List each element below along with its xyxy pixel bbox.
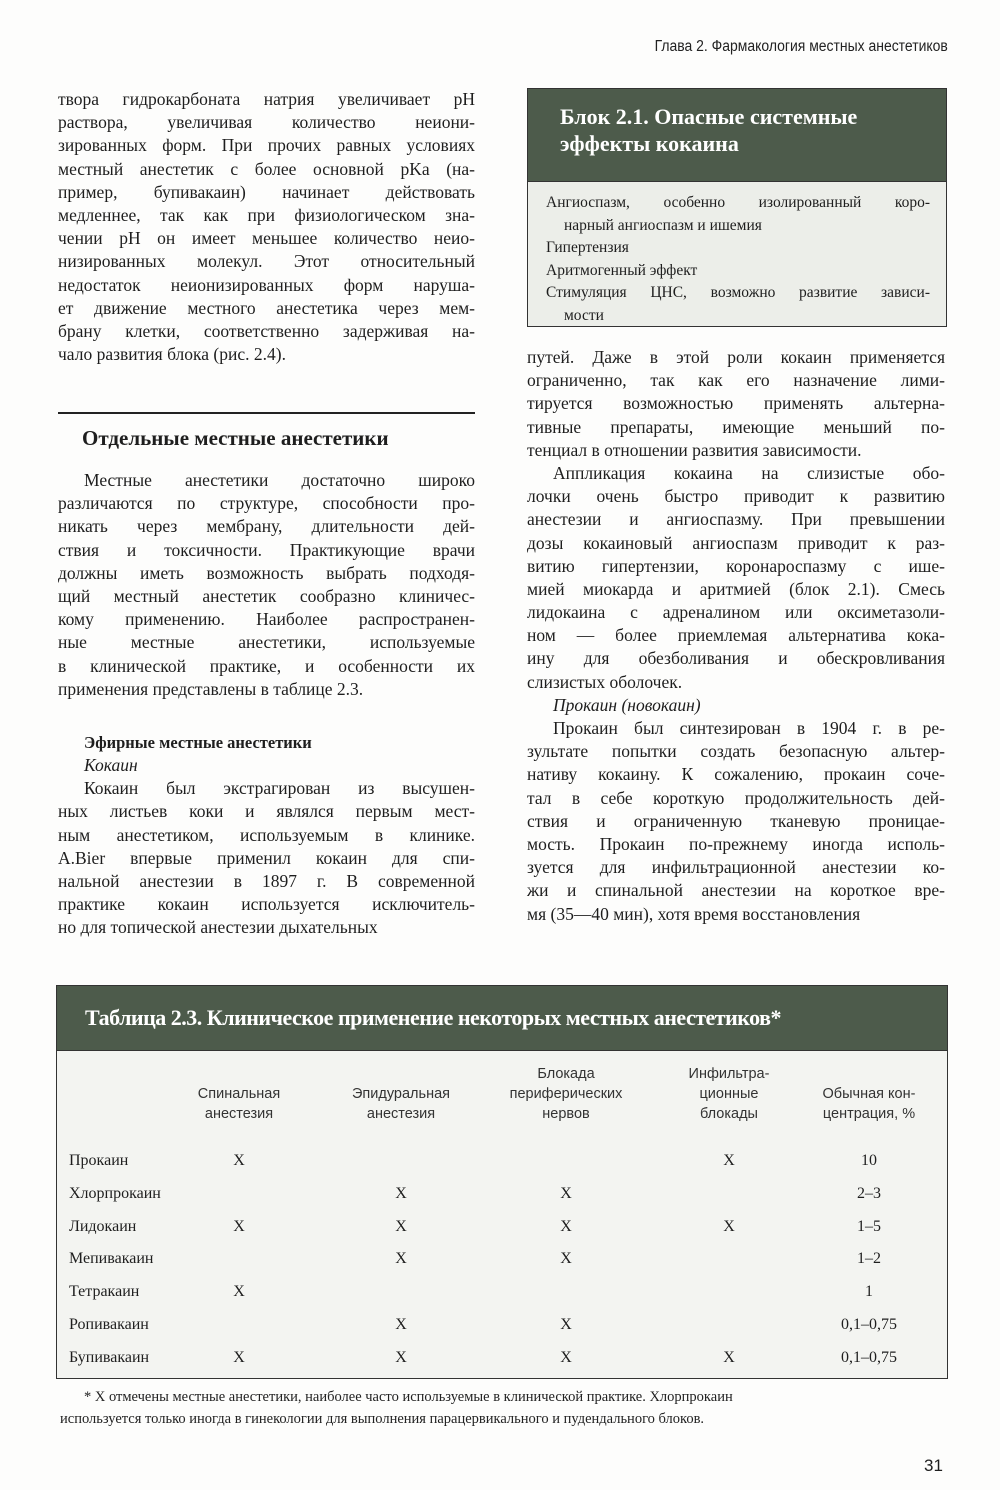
paragraph-line: тенциал в отношении развития зависимости. bbox=[527, 439, 862, 460]
footnote-line: используется только иногда в гинекологии для выполнения парацервикального и пудендального блоков. bbox=[60, 1411, 705, 1427]
paragraph-line: Аппликация кокаина на слизистые обо- bbox=[553, 462, 945, 483]
paragraph-line: Прокаин был синтезирован в 1904 г. в ре- bbox=[553, 718, 945, 738]
drug-name: Ропивакаин bbox=[69, 1316, 149, 1333]
column-header bbox=[321, 1084, 481, 1124]
box-item-line: нарный ангиоспазм и ишемия bbox=[564, 216, 762, 234]
paragraph-line: слизистых оболочек. bbox=[527, 671, 683, 692]
table-title: Таблица 2.3. Клиническое применение некоторых местных анестетиков* bbox=[57, 986, 947, 1051]
column-header bbox=[486, 1064, 646, 1124]
column-header-line: Обычная кон- bbox=[822, 1086, 916, 1102]
drug-name: Бупивакаин bbox=[69, 1348, 150, 1366]
table-row bbox=[57, 1218, 947, 1248]
drug-name: Прокаин bbox=[69, 1152, 129, 1169]
concentration-cell: 1–5 bbox=[857, 1217, 881, 1235]
spacer bbox=[58, 701, 475, 731]
table-row bbox=[57, 1283, 947, 1313]
paragraph-line: мость. Прокаин по-прежнему иногда исполь- bbox=[527, 833, 945, 854]
paragraph-line: лочки очень быстро приводит к развитию bbox=[527, 486, 945, 507]
paragraph-line: зультате попытки создать безопасную альтер- bbox=[527, 741, 945, 762]
paragraph-line: различаются по структуре, способности про- bbox=[58, 493, 475, 514]
drug-name: Мепивакаин bbox=[69, 1250, 154, 1268]
usage-mark: X bbox=[395, 1250, 407, 1268]
paragraph-line: зуется для инфильтрационной анестезии ко- bbox=[527, 857, 945, 878]
box-2-1 bbox=[527, 88, 947, 327]
column-header-line: анестезия bbox=[204, 1106, 274, 1122]
paragraph-line: ных листьев коки и являлся первым мест- bbox=[58, 801, 475, 822]
right-column bbox=[527, 346, 945, 926]
usage-mark: X bbox=[560, 1217, 572, 1235]
paragraph-line: дозы кокаиновый ангиоспазм приводит к раз- bbox=[527, 532, 945, 553]
usage-mark: X bbox=[723, 1152, 735, 1169]
column-header-line: ционные bbox=[699, 1086, 759, 1102]
subsubheading: Кокаин bbox=[84, 755, 138, 776]
paragraph-line: ограниченно, так как его назначение лими- bbox=[527, 370, 945, 391]
paragraph-line: Местные анестетики достаточно широко bbox=[84, 470, 475, 490]
usage-mark: X bbox=[395, 1217, 407, 1235]
box-item-line: Гипертензия bbox=[546, 239, 629, 256]
subsubheading: Прокаин (новокаин) bbox=[553, 694, 701, 715]
paragraph-line: чении pH он имеет меньшее количество неио- bbox=[58, 228, 475, 249]
paragraph-line: должны иметь возможность выбрать подходя- bbox=[58, 562, 475, 583]
paragraph-line: витию гипертензии, коронароспазму с ише- bbox=[527, 555, 945, 576]
paragraph-line: пример, бупивакаин) начинает действовать bbox=[58, 181, 475, 202]
paragraph-line: лидокаина с адреналином или оксиметазоли- bbox=[527, 602, 945, 623]
usage-mark: X bbox=[723, 1348, 735, 1366]
column-header-line: Спинальная bbox=[197, 1086, 281, 1102]
usage-mark: X bbox=[233, 1348, 245, 1366]
paragraph-line: ет движение местного анестетика через мем- bbox=[58, 297, 475, 318]
paragraph-line: раствора, увеличивая количество неиони- bbox=[58, 112, 475, 133]
running-head: Глава 2. Фармакология местных анестетиков bbox=[654, 38, 948, 55]
box-title-line: эффекты кокаина bbox=[560, 131, 739, 156]
table-2-3 bbox=[56, 985, 948, 1379]
paragraph-line: медленнее, так как при физиологическом зна- bbox=[58, 204, 475, 225]
paragraph-line: тируется возможностью применять альтерна- bbox=[527, 393, 945, 414]
paragraph-line: ину для обезболивания и обескровливания bbox=[527, 648, 945, 669]
drug-name: Тетракаин bbox=[69, 1283, 140, 1301]
paragraph-line: Кокаин был экстрагирован из высушен- bbox=[84, 778, 475, 799]
paragraph-line: анестезии и ангиоспазму. При превышении bbox=[527, 509, 945, 530]
page-number: 31 bbox=[924, 1456, 943, 1475]
paragraph-line: брану клетки, соответственно задерживая на- bbox=[58, 320, 475, 341]
paragraph-line: мя (35—40 мин), хотя время восстановления bbox=[527, 903, 861, 924]
concentration-cell: 2–3 bbox=[857, 1184, 881, 1202]
paragraph-line: щий местный анестетик сообразно клиничес- bbox=[58, 585, 475, 606]
usage-mark: X bbox=[395, 1348, 407, 1366]
table-footnote bbox=[60, 1386, 945, 1430]
section-heading: Отдельные местные анестетики bbox=[82, 426, 389, 450]
usage-mark: X bbox=[560, 1250, 572, 1268]
column-header-line: Инфильтра- bbox=[688, 1066, 770, 1082]
column-header-line: Эпидуральная bbox=[352, 1086, 450, 1102]
column-header-line: анестезия bbox=[366, 1106, 436, 1122]
paragraph-line: применения представлены в таблице 2.3. bbox=[58, 678, 364, 699]
paragraph-line: в клинической практике, и особенности их bbox=[58, 655, 475, 676]
usage-mark: X bbox=[233, 1152, 245, 1169]
paragraph-line: местный анестетик с более основной pKa (на- bbox=[58, 158, 475, 179]
drug-name: Хлорпрокаин bbox=[69, 1184, 161, 1202]
usage-mark: X bbox=[560, 1348, 572, 1366]
column-header-line: периферических bbox=[509, 1086, 623, 1102]
paragraph-line: ствия и токсичности. Практикующие врачи bbox=[58, 539, 475, 560]
paragraph-line: недостаток неионизированных форм наруша- bbox=[58, 274, 475, 295]
drug-name: Лидокаин bbox=[69, 1217, 137, 1235]
paragraph-line: тивные препараты, имеющие меньший по- bbox=[527, 416, 945, 437]
box-item-line: Аритмогенный эффект bbox=[546, 261, 698, 279]
footnote-line: * X отмечены местные анестетики, наиболее часто используемые в клинической практике. Хлорпрокаин bbox=[84, 1389, 733, 1405]
table-row bbox=[57, 1250, 947, 1280]
table-row bbox=[57, 1185, 947, 1215]
left-column bbox=[58, 88, 475, 366]
concentration-cell: 0,1–0,75 bbox=[841, 1348, 897, 1366]
concentration-cell: 10 bbox=[861, 1152, 877, 1169]
paragraph-line: никать через мембрану, длительности дей- bbox=[58, 516, 475, 537]
usage-mark: X bbox=[560, 1316, 572, 1333]
paragraph-line: но для топической анестезии дыхательных bbox=[58, 917, 378, 938]
paragraph-line: нативу кокаину. К сожалению, прокаин сочe- bbox=[527, 764, 945, 785]
box-item-line: Стимуляция ЦНС, возможно развитие зависи- bbox=[546, 284, 930, 301]
table-row bbox=[57, 1152, 947, 1182]
box-title bbox=[528, 89, 946, 182]
column-header-line: центрация, % bbox=[822, 1106, 916, 1122]
column-header bbox=[159, 1084, 319, 1124]
usage-mark: X bbox=[233, 1283, 245, 1301]
paragraph-line: жи и спинальной анестезии на короткое вре- bbox=[527, 880, 945, 901]
paragraph-line: ным анестетиком, используемым в клинике. bbox=[58, 824, 475, 845]
concentration-cell: 1–2 bbox=[857, 1250, 881, 1268]
paragraph-line: мией миокарда и аритмией (блок 2.1). Смесь bbox=[527, 578, 945, 599]
concentration-cell: 1 bbox=[865, 1283, 873, 1301]
table-row bbox=[57, 1349, 947, 1379]
column-header-line: нервов bbox=[542, 1106, 590, 1122]
paragraph-line: тал в себе короткую продолжительность дей- bbox=[527, 787, 945, 808]
paragraph-line: нальной анестезии в 1897 г. В современной bbox=[58, 871, 475, 891]
paragraph-line: ствия и ограниченную тканевую проницае- bbox=[527, 810, 945, 831]
section-rule bbox=[58, 412, 475, 414]
subheading: Эфирные местные анестетики bbox=[84, 732, 312, 752]
usage-mark: X bbox=[560, 1184, 572, 1202]
column-header bbox=[789, 1084, 949, 1124]
paragraph-line: путей. Даже в этой роли кокаин применяется bbox=[527, 347, 945, 367]
box-title-line: Блок 2.1. Опасные системные bbox=[560, 104, 858, 129]
paragraph-line: практике кокаин используется исключитель- bbox=[58, 894, 475, 915]
usage-mark: X bbox=[395, 1316, 407, 1333]
concentration-cell: 0,1–0,75 bbox=[841, 1316, 897, 1333]
table-row bbox=[57, 1316, 947, 1346]
column-header-line: Блокада bbox=[537, 1066, 595, 1082]
usage-mark: X bbox=[723, 1217, 735, 1235]
paragraph-line: кому применению. Наиболее распространен- bbox=[58, 609, 475, 630]
box-item-line: Ангиоспазм, особенно изолированный коро- bbox=[546, 194, 930, 211]
paragraph-line: ные местные анестетики, используемые bbox=[58, 632, 475, 653]
column-header-line: блокады bbox=[700, 1106, 758, 1122]
usage-mark: X bbox=[395, 1184, 407, 1202]
box-items bbox=[528, 182, 946, 327]
paragraph-line: твора гидрокарбоната натрия увеличивает pH bbox=[58, 89, 475, 109]
box-item-line: мости bbox=[564, 306, 604, 324]
left-column-lower bbox=[58, 469, 475, 940]
paragraph-line: чало развития блока (рис. 2.4). bbox=[58, 344, 286, 365]
paragraph-line: A.Bier впервые применил кокаин для спи- bbox=[58, 847, 475, 868]
paragraph-line: ном — более приемлемая альтернатива кока- bbox=[527, 625, 945, 646]
usage-mark: X bbox=[233, 1217, 245, 1235]
paragraph-line: низированных молекул. Этот относительный bbox=[58, 251, 475, 272]
paragraph-line: зированных форм. При прочих равных условиях bbox=[58, 135, 475, 156]
column-header bbox=[649, 1064, 809, 1124]
